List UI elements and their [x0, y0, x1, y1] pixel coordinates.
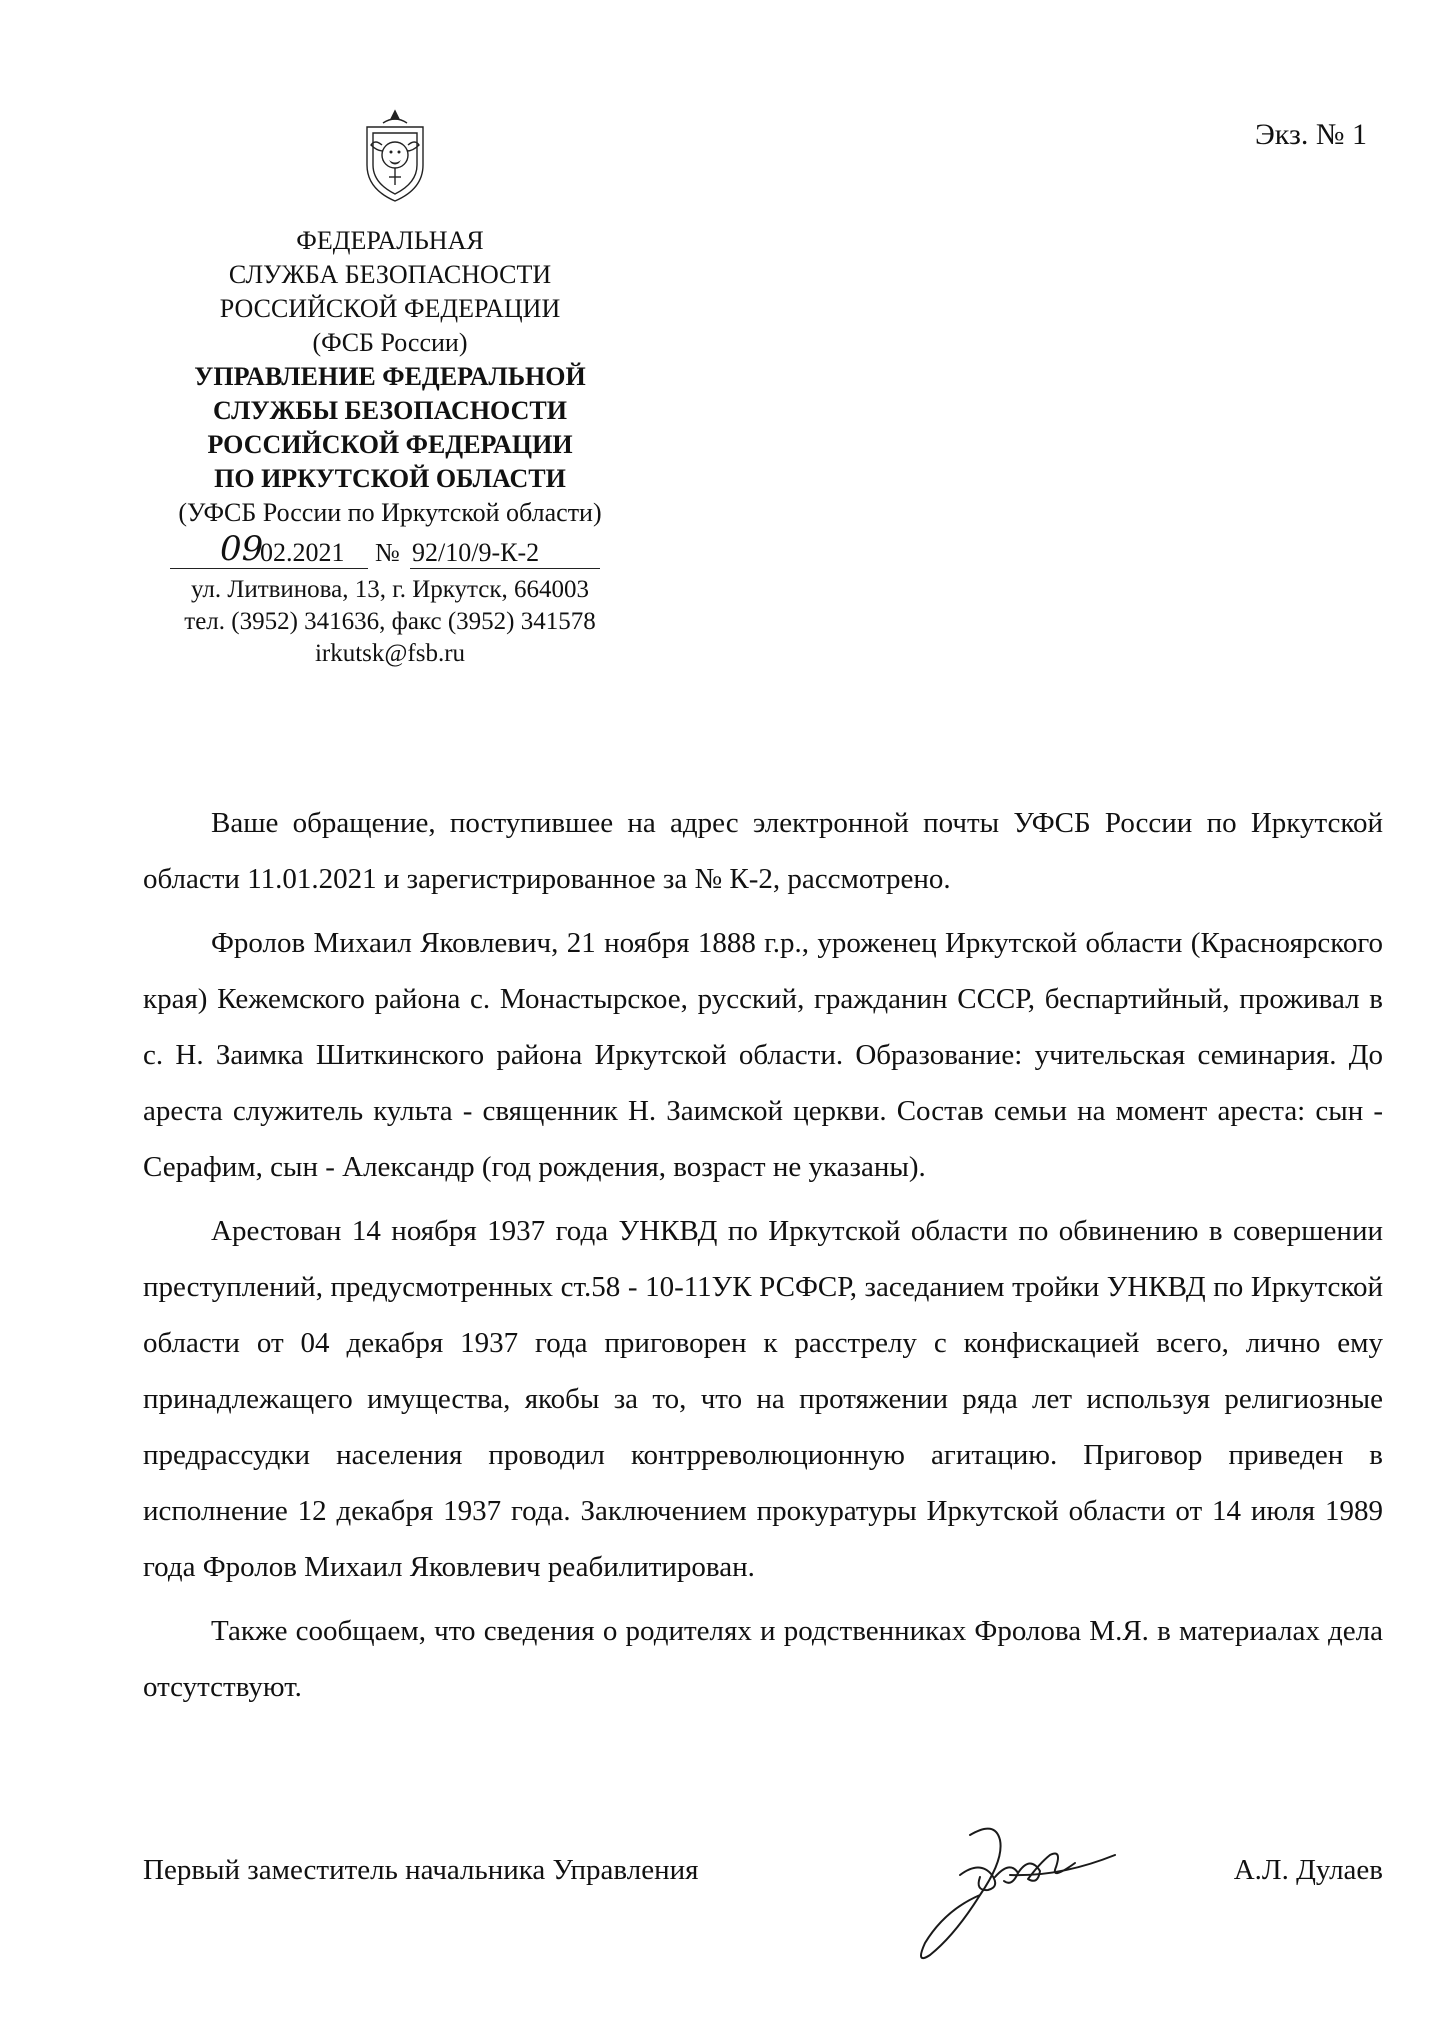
phone-fax: тел. (3952) 341636, факс (3952) 341578: [184, 608, 596, 635]
paragraph: Фролов Михаил Яковлевич, 21 ноября 1888 г.р., уроженец Иркутской области (Красноярского края) Кежемского района с. Монастырское, русский, гражданин СССР, беспартийный, проживал в с. Н. Заимка Шиткинского района Иркутской области. Образование: учительская семинария. До ареста служитель культа - священник Н. Заимской церкви. Состав семьи на момент ареста: сын - Серафим, сын - Александр (год рождения, возраст не указаны).: [143, 927, 1383, 1183]
paragraph: Ваше обращение, поступившее на адрес электронной почты УФСБ России по Иркутской области 11.01.2021 и зарегистрированное за № К-2, рассмотрено.: [143, 807, 1383, 895]
registration-line: [130, 529, 650, 574]
copy-number: Экз. № 1: [1255, 118, 1367, 151]
letterhead: [130, 224, 650, 670]
address: ул. Литвинова, 13, г. Иркутск, 664003: [190, 576, 590, 603]
dept-short-name: (УФСБ России по Иркутской области): [178, 498, 602, 527]
registration-number-label: №: [375, 538, 400, 567]
org-line: РОССИЙСКОЙ ФЕДЕРАЦИИ: [219, 294, 561, 323]
fsb-emblem-icon: [353, 105, 437, 205]
email: irkutsk@fsb.ru: [314, 640, 466, 667]
letter-body: [143, 795, 1383, 1723]
signature-block: [143, 1854, 1383, 1914]
handwritten-day: 09: [220, 529, 264, 569]
dept-line: СЛУЖБЫ БЕЗОПАСНОСТИ: [213, 396, 567, 425]
dept-line: УПРАВЛЕНИЕ ФЕДЕРАЛЬНОЙ: [194, 362, 586, 391]
registration-date: 02.2021: [260, 538, 345, 567]
dept-line: ПО ИРКУТСКОЙ ОБЛАСТИ: [214, 464, 566, 493]
org-line: (ФСБ России): [312, 328, 468, 357]
paragraph: Арестован 14 ноября 1937 года УНКВД по Иркутской области по обвинению в совершении преступлений, предусмотренных ст.58 - 10-11УК РСФСР, заседанием тройки УНКВД по Иркутской области от 04 декабря 1937 года приговорен к расстрелу с конфискацией всего, лично ему принадлежащего имущества, якобы за то, что на протяжении ряда лет используя религиозные предрассудки населения проводил контрреволюционную агитацию. Приговор приведен в исполнение 12 декабря 1937 года. Заключением прокуратуры Иркутской области от 14 июля 1989 года Фролов Михаил Яковлевич реабилитирован.: [143, 1215, 1383, 1583]
signer-title: Первый заместитель начальника Управления: [143, 1854, 699, 1886]
registration-number: 92/10/9-К-2: [412, 538, 540, 567]
handwritten-signature: [900, 1815, 1140, 1965]
signer-name: А.Л. Дулаев: [1233, 1854, 1383, 1886]
paragraph: Также сообщаем, что сведения о родителях и родственниках Фролова М.Я. в материалах дела отсутствуют.: [143, 1615, 1383, 1703]
org-line: ФЕДЕРАЛЬНАЯ: [296, 226, 484, 255]
dept-line: РОССИЙСКОЙ ФЕДЕРАЦИИ: [207, 430, 573, 459]
org-line: СЛУЖБА БЕЗОПАСНОСТИ: [228, 260, 552, 289]
